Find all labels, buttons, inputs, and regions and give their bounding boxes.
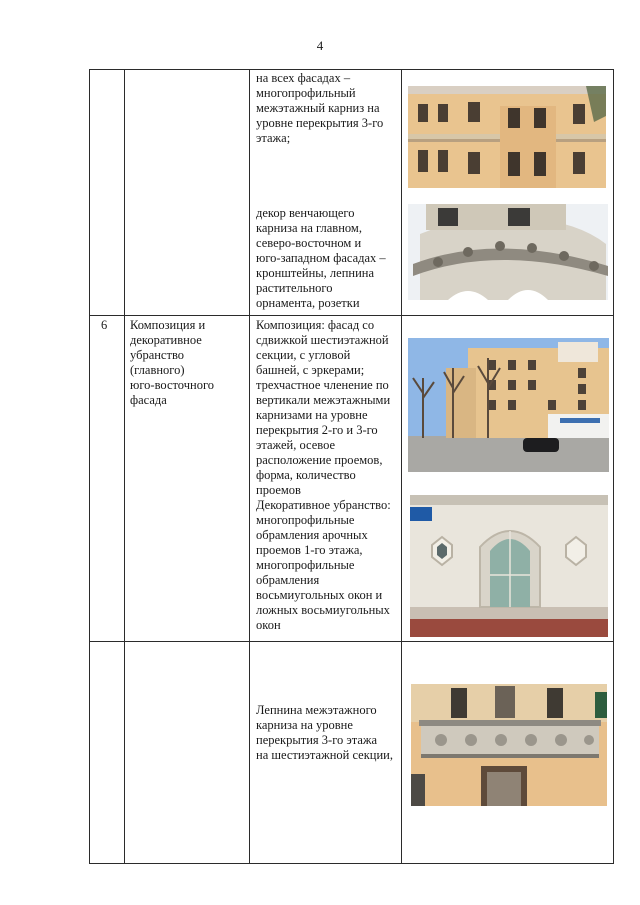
table-col-divider — [249, 69, 250, 864]
facade-cornice-photo — [408, 86, 606, 188]
crowning-cornice-decor-photo — [408, 204, 608, 300]
six-storey-cornice-stucco-photo — [411, 684, 607, 806]
arched-window-octagonal-photo — [410, 495, 608, 637]
table-row-divider — [89, 641, 613, 642]
southeast-facade-street-photo — [408, 338, 609, 472]
table-border-right — [613, 69, 614, 864]
row-2-item-1-text: Композиция: фасад со сдвижкой шестиэтажной секции, с угловой башней, с эркерами; трехчастное членение по вертикали межэтажными карнизами на уровне перекрытия 2-го и 3-го этажей, осевое расположение проемов, форма, количество проемов — [256, 318, 391, 497]
row-1-item-2-text: декор венчающего карниза на главном, северо-восточном и юго-западном фасадах – кронштейны, лепнина растительного орнамента, розетки — [256, 206, 386, 310]
page-number: 4 — [316, 38, 324, 53]
table-col-divider — [124, 69, 125, 864]
table-border-left — [89, 69, 90, 864]
table-row-divider — [89, 315, 613, 316]
table-border-top — [89, 69, 613, 70]
row-2-item-2-text: Декоративное убранство: многопрофильные обрамления арочных проемов 1-го этажа, многопрофильные обрамления восьмиугольных окон и ложных восьмиугольных окон — [256, 498, 391, 632]
row-2-subject: Композиция и декоративное убранство (главного) юго-восточного фасада — [130, 318, 215, 407]
table-border-bottom — [89, 863, 613, 864]
row-3-item-1-text: Лепнина межэтажного карниза на уровне перекрытия 3-го этажа на шестиэтажной секции, — [256, 703, 393, 762]
table-col-divider — [401, 69, 402, 864]
row-1-item-1-text: на всех фасадах – многопрофильный межэтажный карниз на уровне перекрытия 3-го этажа; — [256, 71, 384, 145]
row-2-number: 6 — [101, 318, 108, 332]
